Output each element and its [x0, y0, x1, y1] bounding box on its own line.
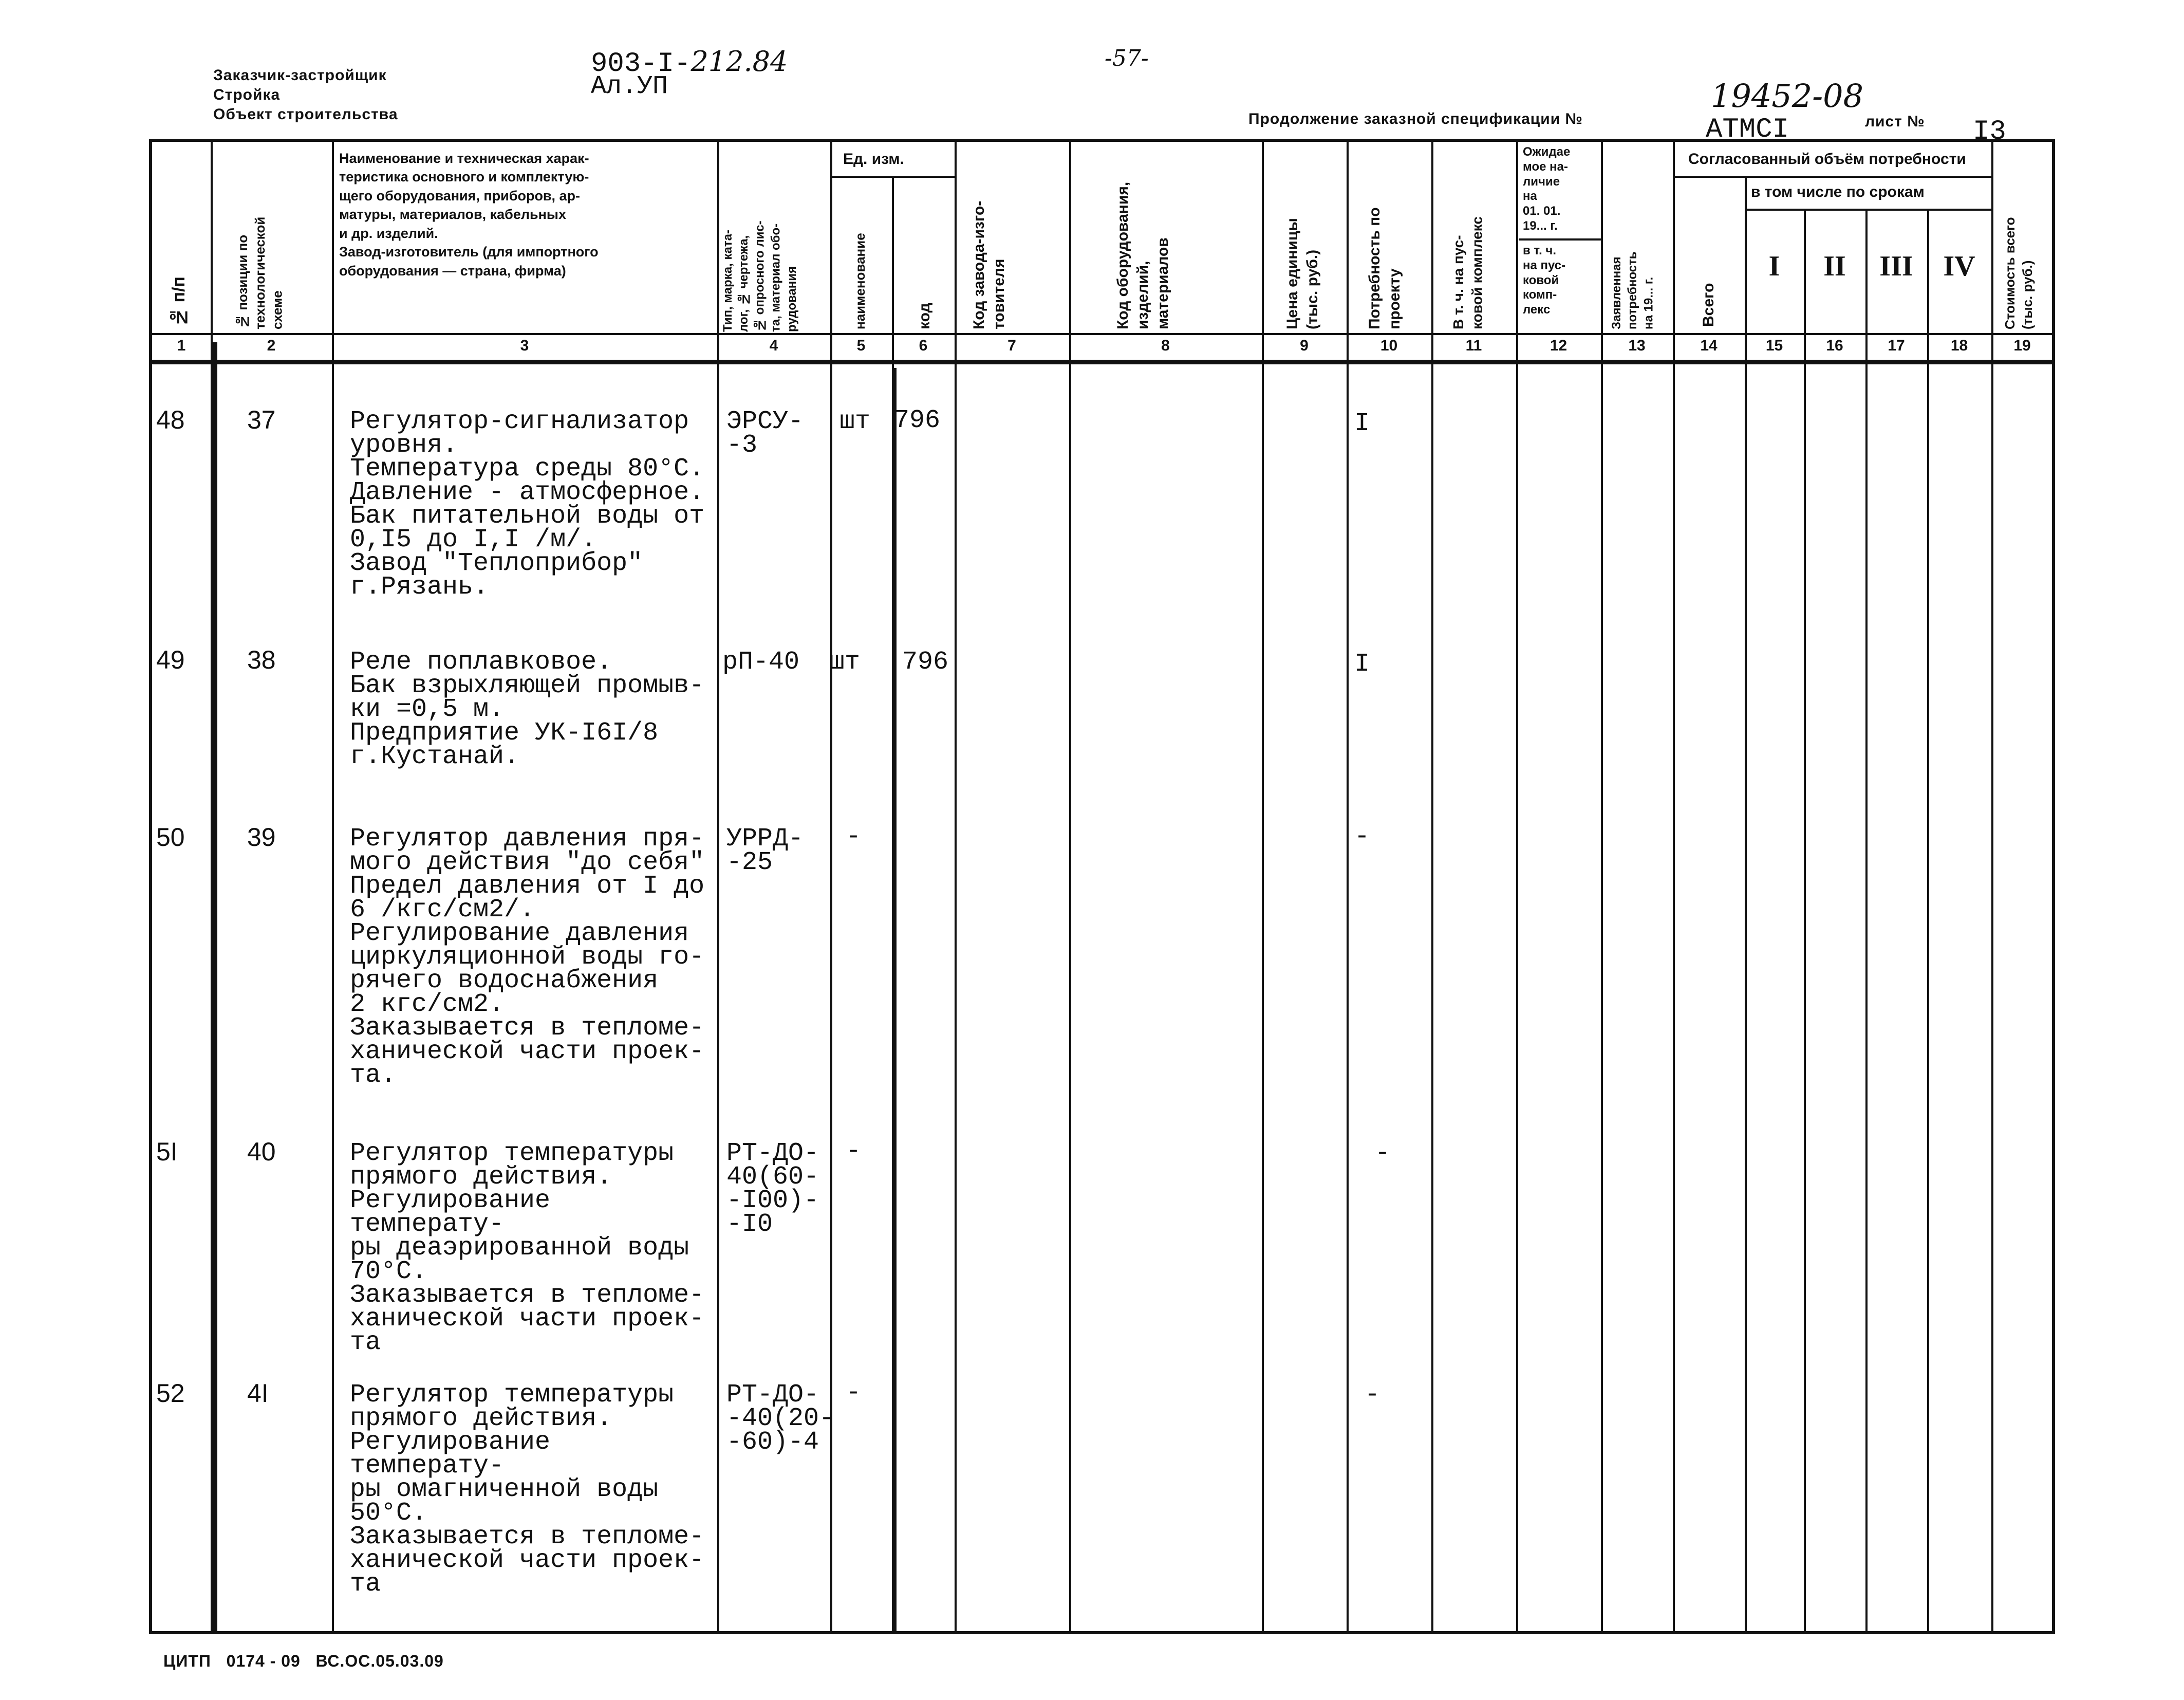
page-number: -57- — [1105, 45, 1149, 71]
header-expected-line: на — [1523, 189, 1537, 204]
customer-label: Заказчик-застройщик — [213, 67, 387, 84]
row-type: УРРД- -25 — [726, 824, 804, 877]
row-name: Регулятор температуры прямого действия. Регулирование температу- ры омагниченной воды 50°С. Заказывается в тепломе- ханической части проек- та — [350, 1380, 705, 1599]
row-name: Регулятор давления пря- мого действия "до себя" Предел давления от I до 6 /кгс/см2/. Регулирование давления циркуляционной воды го- рячего водоснабжения 2 кгс/см2. Заказывается в тепломе- ханической части проек- та. — [350, 824, 705, 1090]
grid-line — [213, 342, 217, 1631]
row-need: - — [1354, 822, 1370, 852]
row-unit: шт — [839, 407, 871, 436]
header-name-line: теристика основного и комплектую- — [339, 169, 589, 185]
grid-line — [1262, 142, 1264, 1631]
grid-line — [892, 368, 897, 1631]
column-number: 14 — [1700, 337, 1718, 354]
row-type: ЭРСУ- -3 — [726, 407, 804, 460]
header-name-line: и др. изделий. — [339, 225, 438, 241]
grid-line — [1431, 142, 1433, 1631]
grid-line — [1927, 210, 1929, 1631]
header-by-periods: в том числе по срокам — [1751, 183, 1925, 200]
column-number: 17 — [1888, 337, 1905, 354]
row-position: 38 — [247, 645, 276, 674]
row-type: рП-40 — [722, 648, 800, 677]
column-number: 5 — [856, 337, 866, 354]
header-period-4: IV — [1943, 250, 1975, 282]
header-name-block — [339, 149, 714, 280]
header-total: Всего — [1700, 283, 1717, 327]
row-need: - — [1375, 1139, 1391, 1168]
column-number: 7 — [1007, 337, 1016, 354]
row-need: I — [1354, 650, 1370, 679]
header-period-2: II — [1823, 250, 1846, 282]
grid-line — [1673, 176, 1991, 178]
header-expected-line: ковой — [1523, 273, 1559, 287]
column-number: 3 — [520, 337, 529, 354]
header-position: № позиции по технологической схеме — [235, 216, 285, 329]
row-position: 37 — [247, 405, 276, 434]
object-label: Объект строительства — [213, 106, 398, 123]
header-expected-line: 01. 01. — [1523, 204, 1561, 218]
grid-line — [955, 142, 957, 1631]
row-unit: - — [846, 1378, 862, 1408]
row-name: Регулятор температуры прямого действия. Регулирование температу- ры деаэрированной воды 70°С. Заказывается в тепломе- ханической части проек- та — [350, 1139, 705, 1357]
grid-line — [717, 142, 719, 1631]
row-type: РТ-ДО- -40(20- -60)-4 — [726, 1380, 835, 1457]
row-unit-code: 796 — [894, 406, 941, 435]
grid-line — [1347, 142, 1349, 1631]
header-startup-complex: В т. ч. на пус- ковой комплекс — [1450, 216, 1485, 329]
album-label: Ал.УП — [591, 72, 668, 101]
column-number: 2 — [267, 337, 276, 354]
header-total-cost: Стоимость всего (тыс. руб.) — [2002, 217, 2035, 329]
header-name-line: Завод-изготовитель (для импортного — [339, 244, 599, 260]
spec-code: АТМСI — [1706, 114, 1789, 145]
column-number: 8 — [1161, 337, 1170, 354]
header-name-line: щего оборудования, приборов, ар- — [339, 188, 581, 204]
column-number: 15 — [1765, 337, 1783, 354]
column-number: 11 — [1465, 337, 1482, 354]
grid-line — [1069, 142, 1071, 1631]
header-expected-line: в т. ч. — [1523, 244, 1557, 257]
row-number: 48 — [156, 405, 185, 434]
doc-code-printed: 903-I- — [591, 48, 691, 80]
footer-code: ЦИТП 0174 - 09 ВС.ОС.05.03.09 — [163, 1652, 444, 1670]
sheet-label: лист № — [1865, 113, 1925, 130]
grid-line — [1991, 142, 1993, 1631]
header-unit-name: наименование — [852, 233, 868, 329]
column-number: 16 — [1826, 337, 1843, 354]
header-need: Потребность по проекту — [1366, 207, 1403, 329]
header-name-line: матуры, материалов, кабельных — [339, 207, 566, 223]
column-number: 12 — [1550, 337, 1567, 354]
spec-number: 19452-08 — [1711, 77, 1864, 115]
header-unit-code: код — [916, 303, 933, 329]
header-expected-line: лекс — [1523, 303, 1551, 317]
header-expected-line: личие — [1523, 174, 1560, 189]
grid-line — [1519, 238, 1601, 241]
row-position: 39 — [247, 823, 276, 852]
row-number: 49 — [156, 645, 185, 674]
doc-code-handwritten: 212.84 — [690, 45, 788, 78]
row-unit-code: 796 — [902, 648, 949, 677]
grid-line — [152, 360, 2052, 364]
row-number: 50 — [156, 823, 185, 852]
row-name: Регулятор-сигнализатор уровня. Температура среды 80°С. Давление - атмосферное. Бак питательной воды от 0,I5 до I,I /м/. Завод "Теплоприбор" г.Рязань. — [350, 407, 705, 602]
column-number: 4 — [769, 337, 778, 354]
spec-title: Продолжение заказной спецификации № — [1248, 110, 1583, 127]
column-number: 10 — [1380, 337, 1398, 354]
header-expected-line: 19... г. — [1523, 218, 1558, 233]
site-label: Стройка — [213, 86, 281, 103]
column-number: 13 — [1628, 337, 1646, 354]
column-number: 1 — [177, 337, 186, 354]
header-name-line: оборудования — страна, фирма) — [339, 263, 566, 279]
header-equipment-code: Код оборудования, изделий, материалов — [1114, 181, 1171, 329]
column-number: 19 — [2013, 337, 2031, 354]
header-expected-line: Ожидае — [1523, 145, 1571, 159]
customer-block — [213, 66, 398, 124]
grid-line — [1745, 178, 1747, 1631]
row-number: 5I — [156, 1137, 178, 1166]
row-unit: - — [846, 1137, 862, 1166]
header-expected-line: на пус- — [1523, 258, 1566, 272]
grid-line — [1601, 142, 1603, 1631]
grid-line — [152, 333, 2052, 335]
grid-line — [1804, 210, 1806, 1631]
row-name: Реле поплавковое. Бак взрыхляющей промыв- ки =0,5 м. Предприятие УК-I6I/8 г.Кустанай. — [350, 648, 705, 771]
header-expected-startup — [1523, 244, 1565, 318]
column-number: 18 — [1950, 337, 1968, 354]
specification-table — [149, 139, 2055, 1634]
header-expected-line: мое на- — [1523, 159, 1568, 174]
grid-line — [1745, 209, 1991, 211]
header-declared-need: Заявленная потребность на 19... г. — [1610, 251, 1656, 329]
row-type: РТ-ДО- 40(60- -I00)- -I0 — [726, 1139, 819, 1239]
row-unit: шт — [829, 648, 861, 677]
sheet-number: I3 — [1973, 116, 2006, 147]
grid-line — [830, 176, 955, 178]
header-name-line: Наименование и техническая харак- — [339, 151, 589, 166]
column-number: 6 — [919, 337, 928, 354]
header-row-number: № п/п — [169, 276, 189, 327]
row-need: - — [1365, 1380, 1380, 1410]
header-expected-stock — [1523, 145, 1570, 234]
header-unit-price: Цена единицы (тыс. руб.) — [1284, 218, 1321, 329]
row-position: 40 — [247, 1137, 276, 1166]
grid-line — [1516, 142, 1518, 1631]
row-need: I — [1354, 409, 1370, 438]
header-period-1: I — [1768, 250, 1780, 282]
row-unit: - — [846, 822, 862, 852]
header-expected-line: комп- — [1523, 288, 1557, 302]
column-number: 9 — [1300, 337, 1309, 354]
grid-line — [1673, 142, 1675, 1631]
header-units: Ед. изм. — [843, 151, 904, 168]
grid-line — [332, 142, 334, 1631]
header-manufacturer-code: Код завода-изго- товителя — [970, 200, 1007, 329]
grid-line — [1865, 210, 1868, 1631]
row-position: 4I — [247, 1379, 269, 1408]
row-number: 52 — [156, 1379, 185, 1408]
header-period-3: III — [1879, 250, 1913, 282]
header-type: Тип, марка, ката- лог, № чертежа, № опросного лис- та, материал обо- рудования — [721, 220, 799, 332]
header-agreed-volume: Согласованный объём потребности — [1688, 151, 1966, 168]
